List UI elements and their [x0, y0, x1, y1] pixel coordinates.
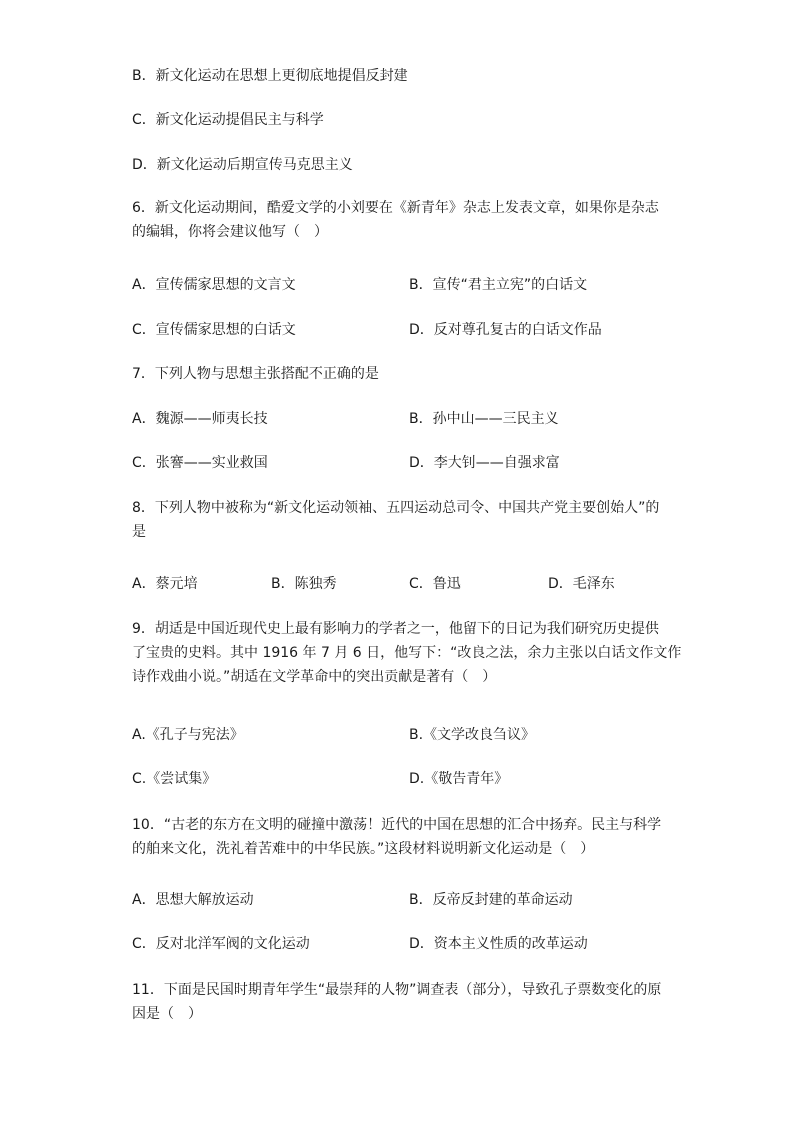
- q8-option-a: A．蔡元培: [132, 576, 198, 592]
- q6-option-a: A．宣传儒家思想的文言文: [132, 277, 296, 293]
- q11-stem: [132, 980, 660, 1028]
- q10-stem-line-2: 的舶来文化，洗礼着苦难中的中华民族。”这段材料说明新文化运动是（ ）: [132, 841, 595, 857]
- q9-option-a: A.《孔子与宪法》: [132, 727, 244, 743]
- q7-option-b: B．孙中山——三民主义: [409, 411, 559, 427]
- q6-option-b: B．宣传“君主立宪”的白话文: [409, 277, 588, 293]
- q6-stem-line-2: 的编辑，你将会建议他写（ ）: [132, 224, 328, 240]
- q7-option-c: C．张謇——实业救国: [132, 455, 268, 471]
- q8-option-c: C．鲁迅: [409, 576, 461, 592]
- q11-stem-line-2: 因是（ ）: [132, 1006, 202, 1022]
- q8-option-d: D．毛泽东: [548, 576, 615, 592]
- q8-stem-line-1: 8．下列人物中被称为“新文化运动领袖、五四运动总司令、中国共产党主要创始人”的: [132, 500, 660, 516]
- q7-option-d: D．李大钊——自强求富: [409, 455, 560, 471]
- q6-stem-line-1: 6．新文化运动期间，酷爱文学的小刘要在《新青年》杂志上发表文章，如果你是杂志: [132, 200, 659, 216]
- q8-stem: [132, 498, 660, 546]
- q10-stem: [132, 815, 660, 863]
- q5-option-c: C．新文化运动提倡民主与科学: [132, 112, 324, 128]
- q9-option-d: D.《敬告青年》: [409, 771, 509, 787]
- q11-stem-line-1: 11．下面是民国时期青年学生“最崇拜的人物”调查表（部分），导致孔子票数变化的原: [132, 982, 662, 998]
- q10-option-b: B．反帝反封建的革命运动: [409, 892, 573, 908]
- q9-stem-line-1: 9．胡适是中国近现代史上最有影响力的学者之一，他留下的日记为我们研究历史提供: [132, 621, 659, 637]
- q7-option-a: A．魏源——师夷长技: [132, 411, 268, 427]
- q9-stem: [132, 619, 682, 691]
- q9-option-c: C.《尝试集》: [132, 771, 217, 787]
- q10-stem-line-1: 10．“古老的东方在文明的碰撞中激荡！近代的中国在思想的汇合中扬弃。民主与科学: [132, 817, 662, 833]
- q8-stem-line-2: 是: [132, 524, 146, 540]
- q7-stem: 7．下列人物与思想主张搭配不正确的是: [132, 366, 379, 382]
- q10-option-a: A．思想大解放运动: [132, 892, 254, 908]
- q5-option-b: B．新文化运动在思想上更彻底地提倡反封建: [132, 68, 408, 84]
- q10-option-d: D．资本主义性质的改革运动: [409, 936, 588, 952]
- q9-option-b: B.《文学改良刍议》: [409, 727, 536, 743]
- q9-stem-line-3: 诗作戏曲小说。”胡适在文学革命中的突出贡献是著有（ ）: [132, 669, 497, 685]
- q5-option-d: D．新文化运动后期宣传马克思主义: [132, 157, 353, 173]
- q8-option-b: B．陈独秀: [271, 576, 337, 592]
- q6-stem: [132, 198, 660, 246]
- q6-option-c: C．宣传儒家思想的白话文: [132, 322, 296, 338]
- q6-option-d: D．反对尊孔复古的白话文作品: [409, 322, 602, 338]
- q9-stem-line-2: 了宝贵的史料。其中 1916 年 7 月 6 日，他写下：“改良之法，余力主张以白话文作文作: [132, 645, 682, 661]
- q10-option-c: C．反对北洋军阀的文化运动: [132, 936, 310, 952]
